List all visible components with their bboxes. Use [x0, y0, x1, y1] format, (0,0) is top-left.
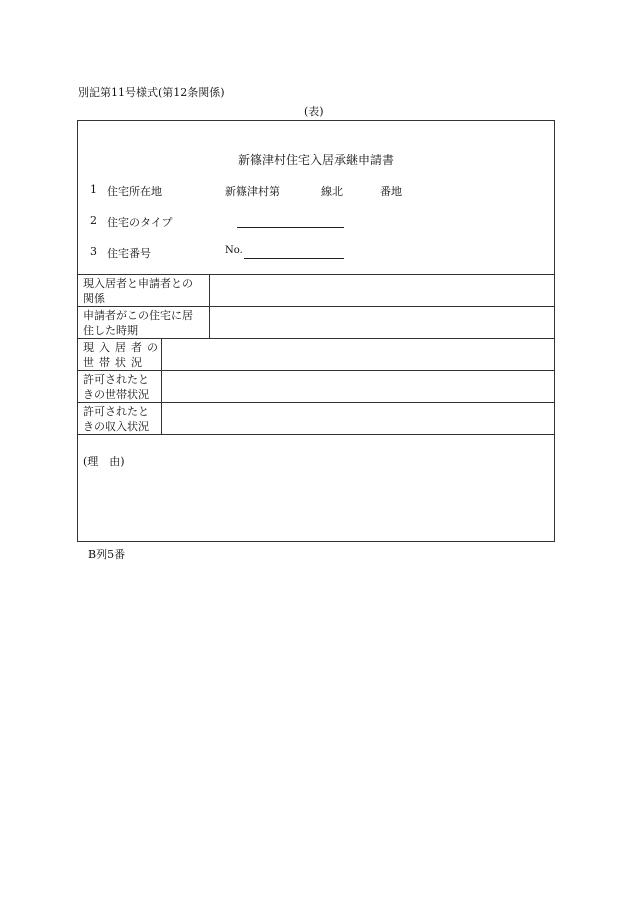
- application-form: [77, 120, 555, 542]
- residence-period-label-line1: 申請者がこの住宅に居: [83, 309, 193, 322]
- item-2-number: 2: [90, 214, 97, 227]
- relationship-label-line1: 現入居者と申請者との: [83, 277, 193, 290]
- relationship-field[interactable]: [211, 276, 551, 304]
- item-3-number: 3: [90, 245, 97, 258]
- housing-number-prefix: No.: [225, 245, 243, 256]
- residence-period-label-line2: 住した時期: [83, 324, 138, 337]
- housing-number-field[interactable]: [244, 258, 344, 259]
- row-divider: [78, 402, 554, 403]
- row-divider: [78, 274, 554, 275]
- relationship-label-line2: 関係: [83, 292, 105, 305]
- household-status-field[interactable]: [163, 340, 551, 368]
- household-status-label-line2: 世帯状況: [83, 356, 147, 369]
- address-line-north: 線北: [321, 185, 343, 198]
- form-title: 新篠津村住宅入居承継申請書: [238, 153, 395, 167]
- permitted-income-field[interactable]: [163, 404, 551, 432]
- permitted-income-label-line1: 許可されたと: [83, 405, 149, 418]
- row-divider: [78, 370, 554, 371]
- address-prefix: 新篠津村第: [225, 185, 280, 198]
- form-reference: 別記第11号様式(第12条関係): [78, 86, 225, 99]
- side-label: (表): [304, 105, 324, 118]
- permitted-household-label-line2: きの世帯状況: [83, 388, 149, 401]
- paper-size-note: B列5番: [88, 548, 126, 561]
- residence-period-field[interactable]: [211, 308, 551, 336]
- reason-label: (理 由): [83, 455, 125, 468]
- permitted-household-field[interactable]: [163, 372, 551, 400]
- column-divider: [209, 274, 210, 338]
- row-divider: [78, 338, 554, 339]
- permitted-income-label-line2: きの収入状況: [83, 420, 149, 433]
- item-1-number: 1: [90, 183, 97, 196]
- row-divider: [78, 306, 554, 307]
- item-2-label: 住宅のタイプ: [107, 216, 173, 229]
- address-banchi: 番地: [380, 185, 402, 198]
- permitted-household-label-line1: 許可されたと: [83, 373, 149, 386]
- item-3-label: 住宅番号: [107, 247, 151, 260]
- item-1-label: 住宅所在地: [107, 185, 162, 198]
- household-status-label-line1: 現入居者の: [83, 341, 163, 354]
- row-divider: [78, 434, 554, 435]
- housing-type-field[interactable]: [237, 227, 344, 228]
- reason-field[interactable]: [83, 471, 549, 537]
